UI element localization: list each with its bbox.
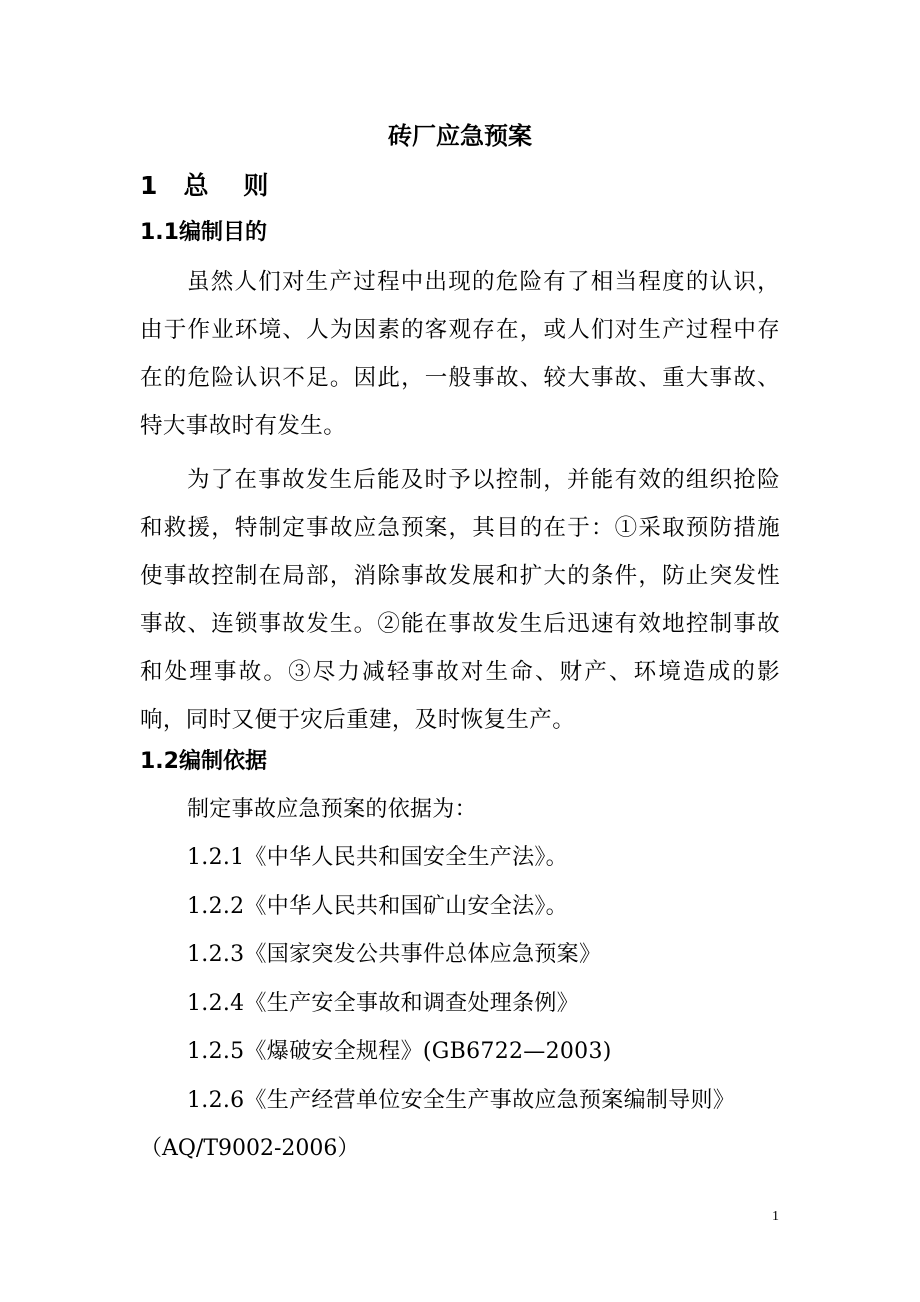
basis-item-4: 1.2.4《生产安全事故和调查处理条例》: [187, 991, 579, 1016]
basis-item-6: 1.2.6《生产经营单位安全生产事故应急预案编制导则》: [187, 1088, 736, 1113]
basis-item-2: 1.2.2《中华人民共和国矿山安全法》。: [187, 894, 568, 919]
basis-item-6-continuation: （AQ/T9002-2006）: [140, 1136, 360, 1161]
basis-item-5: 1.2.5《爆破安全规程》(GB6722—2003): [187, 1039, 612, 1064]
section-heading-basis: 1.2编制依据: [140, 749, 267, 774]
paragraph-purpose-1: 虽然人们对生产过程中出现的危险有了相当程度的认识，由于作业环境、人为因素的客观存在，或人们对生产过程中存在的危险认识不足。因此，一般事故、较大事故、重大事故、特大事故时有发生。: [140, 269, 780, 439]
chapter-heading: 1 总 则: [140, 171, 269, 200]
basis-item-3: 1.2.3《国家突发公共事件总体应急预案》: [187, 942, 602, 967]
page-number: 1: [772, 1209, 779, 1224]
basis-item-1: 1.2.1《中华人民共和国安全生产法》。: [187, 845, 568, 870]
basis-intro: 制定事故应急预案的依据为：: [187, 797, 477, 822]
paragraph-purpose-2: 为了在事故发生后能及时予以控制，并能有效的组织抢险和救援，特制定事故应急预案，其目的在于：①采取预防措施使事故控制在局部，消除事故发展和扩大的条件，防止突发性事故、连锁事故发生。②能在事故发生后迅速有效地控制事故和处理事故。③尽力减轻事故对生命、财产、环境造成的影响，同时又便于灾后重建，及时恢复生产。: [140, 467, 780, 733]
document-title: 砖厂应急预案: [388, 122, 532, 150]
section-heading-purpose: 1.1编制目的: [140, 220, 267, 245]
